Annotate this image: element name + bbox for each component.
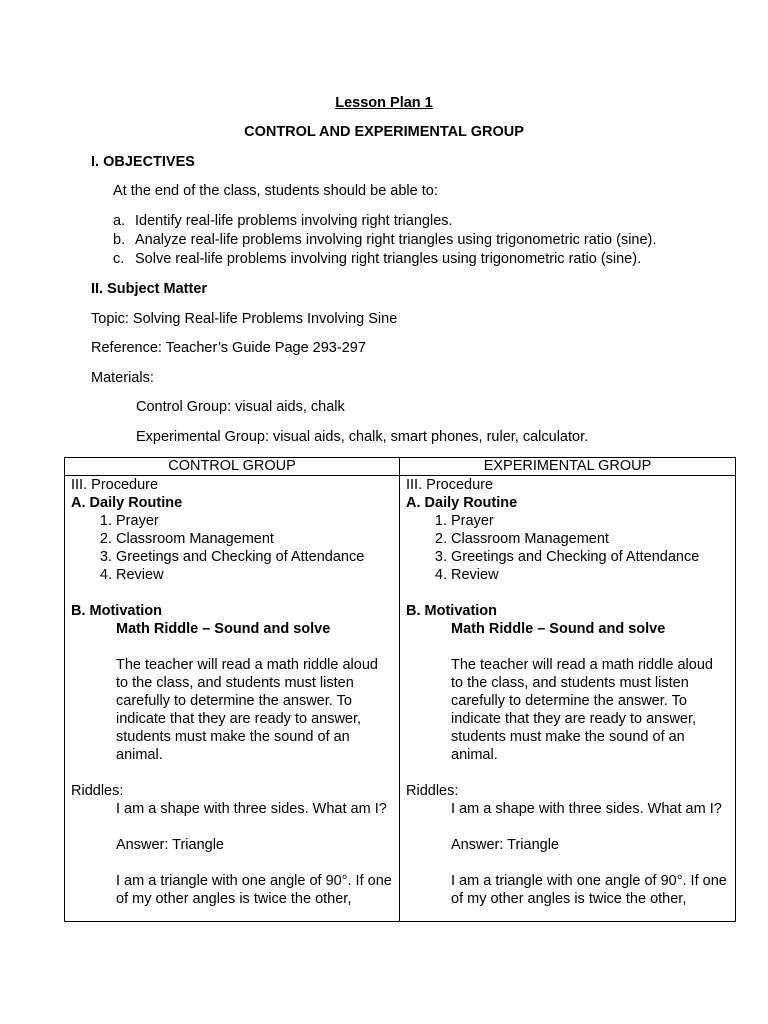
list-item: 2. Classroom Management [116,530,393,548]
control-group-cell [65,476,400,922]
riddle-title: Math Riddle – Sound and solve [451,621,666,637]
control-materials: Control Group: visual aids, chalk [136,399,345,415]
experimental-group-header: EXPERIMENTAL GROUP [400,458,736,476]
objective-text: Identify real-life problems involving right triangles. [135,213,453,229]
table-header-row [65,458,736,476]
riddles-label: Riddles: [71,783,124,799]
objective-item [113,250,641,268]
routine-list [71,512,393,584]
list-item: 1. Prayer [451,512,729,530]
objective-text: Solve real-life problems involving right triangles using trigonometric ratio (sine). [135,251,642,267]
reference-line: Reference: Teacher’s Guide Page 293-297 [91,340,366,356]
motivation-heading: B. Motivation [406,603,498,619]
riddle-one: I am a shape with three sides. What am I? [451,801,722,817]
objective-text: Analyze real-life problems involving right triangles using trigonometric ratio (sine). [135,232,657,248]
list-item: 4. Review [451,566,729,584]
procedure-table [64,457,736,922]
materials-label: Materials: [91,370,154,386]
riddle-title: Math Riddle – Sound and solve [116,621,331,637]
motivation-heading: B. Motivation [71,603,163,619]
riddle-description: The teacher will read a math riddle aloud to the class, and students must listen carefully to determine the answer. To indicate that they are ready to answer, students must make the sound of an animal. [116,657,378,763]
objective-label: c. [113,251,125,267]
list-item: 3. Greetings and Checking of Attendance [116,548,393,566]
experimental-group-cell [400,476,736,922]
objective-label: a. [113,213,126,229]
objectives-heading: I. OBJECTIVES [91,154,195,170]
procedure-label: III. Procedure [406,477,494,493]
procedure-label: III. Procedure [71,477,159,493]
list-item: 3. Greetings and Checking of Attendance [451,548,729,566]
page-subtitle: CONTROL AND EXPERIMENTAL GROUP [244,124,524,140]
list-item: 1. Prayer [116,512,393,530]
objective-label: b. [113,232,126,248]
table-row [65,476,736,922]
riddle-two: I am a triangle with one angle of 90°. If one of my other angles is twice the other, [116,873,392,907]
objective-item [113,231,656,249]
answer-one: Answer: Triangle [451,837,559,853]
answer-one: Answer: Triangle [116,837,224,853]
riddle-one: I am a shape with three sides. What am I? [116,801,387,817]
subject-matter-heading: II. Subject Matter [91,281,208,297]
experimental-materials: Experimental Group: visual aids, chalk, smart phones, ruler, calculator. [136,429,589,445]
list-item: 2. Classroom Management [451,530,729,548]
topic-line: Topic: Solving Real-life Problems Involving Sine [91,311,398,327]
riddle-two: I am a triangle with one angle of 90°. If one of my other angles is twice the other, [451,873,727,907]
routine-list [406,512,729,584]
list-item: 4. Review [116,566,393,584]
objective-item [113,212,453,230]
riddles-label: Riddles: [406,783,459,799]
riddle-description: The teacher will read a math riddle aloud to the class, and students must listen carefully to determine the answer. To indicate that they are ready to answer, students must make the sound of an animal. [451,657,713,763]
objectives-intro: At the end of the class, students should be able to: [113,183,438,199]
daily-routine-heading: A. Daily Routine [406,495,518,511]
control-group-header: CONTROL GROUP [65,458,400,476]
daily-routine-heading: A. Daily Routine [71,495,183,511]
page-title: Lesson Plan 1 [335,95,433,111]
